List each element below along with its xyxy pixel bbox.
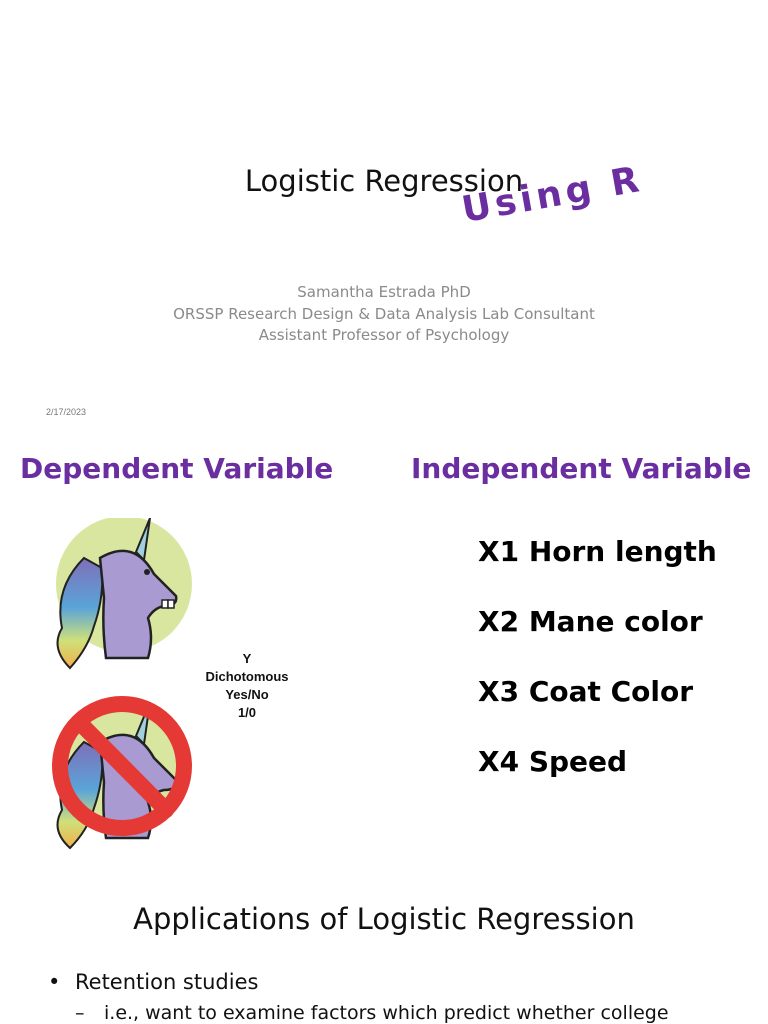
bullet-icon: •	[48, 970, 61, 994]
author-name: Samantha Estrada PhD	[297, 283, 471, 301]
sub-bullet-item	[75, 1002, 669, 1024]
bullet-item	[48, 970, 258, 994]
slide-date: 2/17/2023	[46, 407, 87, 417]
applications-slide	[0, 870, 768, 1024]
dependent-variable-heading: Dependent Variable	[20, 452, 334, 485]
independent-variable-2: X2 Mane color	[478, 605, 703, 638]
banned-unicorn-icon	[44, 692, 200, 852]
independent-variable-heading: Independent Variable	[411, 452, 752, 485]
handwritten-subtitle: Using R	[458, 158, 646, 231]
y-type: Dichotomous	[205, 669, 289, 684]
independent-variable-4: X4 Speed	[478, 745, 628, 778]
y-label	[186, 650, 308, 722]
y-coding: 1/0	[237, 705, 257, 720]
author-block	[0, 282, 768, 347]
slide-title: Logistic Regression	[244, 164, 524, 198]
independent-variable-1: X1 Horn length	[478, 535, 717, 568]
title-slide	[0, 0, 768, 430]
author-title: Assistant Professor of Psychology	[258, 326, 510, 344]
sub-bullet-text: i.e., want to examine factors which predict whether college	[104, 1002, 669, 1024]
applications-title: Applications of Logistic Regression	[133, 902, 635, 936]
dash-icon: –	[75, 1002, 85, 1024]
bullet-text: Retention studies	[75, 970, 259, 994]
y-symbol: Y	[242, 651, 252, 666]
y-values: Yes/No	[225, 687, 269, 702]
unicorn-illustration	[44, 518, 200, 678]
author-role: ORSSP Research Design & Data Analysis Lab Consultant	[173, 304, 595, 323]
independent-variable-3: X3 Coat Color	[478, 675, 694, 708]
